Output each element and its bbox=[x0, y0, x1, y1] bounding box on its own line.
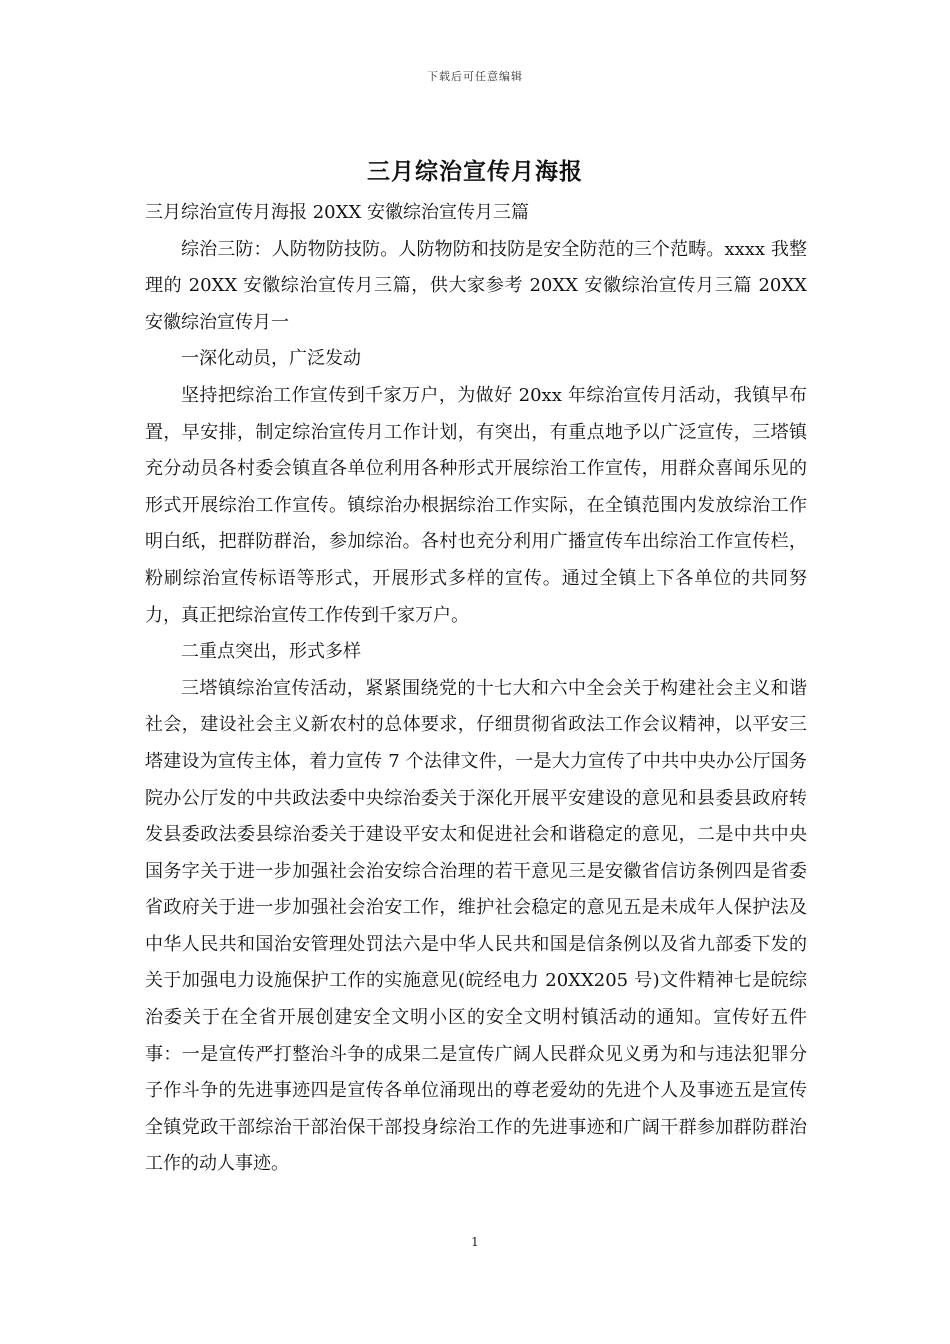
section-heading: 二重点突出，形式多样 bbox=[181, 641, 361, 663]
document-body bbox=[145, 195, 807, 1183]
subtitle-line: 三月综治宣传月海报 20XX 安徽综治宣传月三篇 bbox=[145, 202, 529, 223]
document-title: 三月综治宣传月海报 bbox=[367, 158, 583, 185]
page-number: 1 bbox=[471, 1235, 479, 1249]
body-paragraph: 三塔镇综治宣传活动，紧紧围绕党的十七大和六中全会关于构建社会主义和谐社会，建设社会主义新农村的总体要求，仔细贯彻省政法工作会议精神，以平安三塔建设为宣传主体，着力宣传 7 个法律文件，一是大力宣传了中共中央办公厅国务院办公厅发的中共政法委中央综治委关于深化开展平安建设的意见和县委县政府转发县委政法委县综治委关于建设平安太和促进社会和谐稳定的意见，二是中共中央国务字关于进一步加强社会治安综合治理的若干意见三是安徽省信访条例四是省委省政府关于进一步加强社会治安工作，维护社会稳定的意见五是未成年人保护法及中华人民共和国治安管理处罚法六是中华人民共和国是信条例以及省九部委下发的关于加强电力设施保护工作的实施意见(皖经电力 20XX205 号)文件精神七是皖综治委关于在全省开展创建安全文明小区的安全文明村镇活动的通知。宣传好五件事：一是宣传严打整治斗争的成果二是宣传广阔人民群众见义勇为和与违法犯罪分子作斗争的先进事迹四是宣传各单位涌现出的尊老爱幼的先进个人及事迹五是宣传全镇党政干部综治干部治保干部投身综治工作的先进事迹和广阔干群参加群防群治工作的动人事迹。 bbox=[145, 677, 807, 1175]
header-note: 下载后可任意编辑 bbox=[427, 70, 523, 83]
body-paragraph: 坚持把综治工作宣传到千家万户，为做好 20xx 年综治宣传月活动，我镇早布置，早安排，制定综治宣传月工作计划，有突出，有重点地予以广泛宣传，三塔镇充分动员各村委会镇直各单位利用各种形式开展综治工作宣传，用群众喜闻乐见的形式开展综治工作宣传。镇综治办根据综治工作实际，在全镇范围内发放综治工作明白纸，把群防群治，参加综治。各村也充分利用广播宣传车出综治工作宣传栏，粉刷综治宣传标语等形式，开展形式多样的宣传。通过全镇上下各单位的共同努力，真正把综治宣传工作传到千家万户。 bbox=[145, 384, 807, 626]
body-paragraph: 综治三防：人防物防技防。人防物防和技防是安全防范的三个范畴。xxxx 我整理的 20XX 安徽综治宣传月三篇，供大家参考 20XX 安徽综治宣传月三篇 20XX 安徽综治宣传月一 bbox=[145, 238, 807, 333]
section-heading: 一深化动员，广泛发动 bbox=[181, 348, 361, 370]
